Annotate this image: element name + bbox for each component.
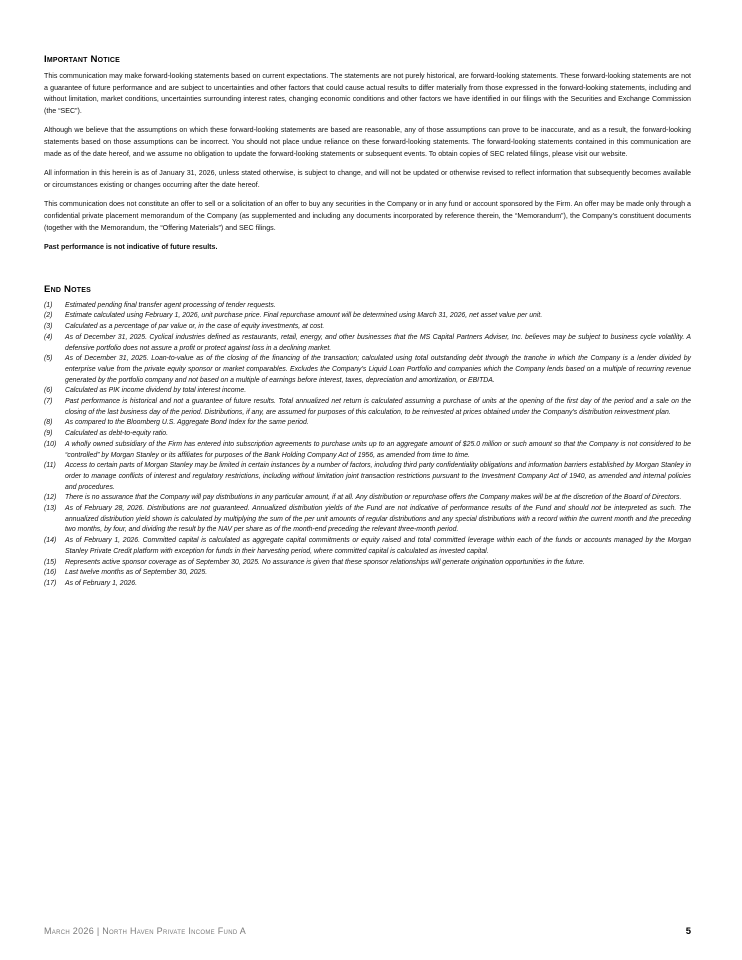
endnote-number: (17)	[44, 580, 57, 587]
endnote-text: Last twelve months as of September 30, 2025.	[65, 569, 208, 577]
endnote-item	[44, 493, 691, 504]
endnote-item	[44, 354, 691, 386]
endnote-text: There is no assurance that the Company will pay distributions in any particular amount, if at all. Any distribution or repurchase offers the Company makes will be at the discretion of the Board of Directors.	[65, 494, 682, 502]
performance-disclaimer: Past performance is not indicative of future results.	[44, 243, 218, 252]
endnote-item	[44, 504, 691, 536]
endnote-item	[44, 461, 691, 493]
endnote-number: (2)	[44, 312, 53, 320]
endnote-item	[44, 579, 691, 590]
page-footer	[44, 926, 691, 937]
endnote-item	[44, 440, 691, 461]
endnote-text: As of December 31, 2025. Cyclical industries defined as restaurants, retail, energy, and other businesses that the MS Capital Partners Adviser, Inc. believes may be subject to business cycle volatility. A defensive portfolio does not assure a profit or protect against loss in a declining market.	[65, 333, 691, 352]
endnote-number: (11)	[44, 462, 56, 470]
footer-label: March 2026 | North Haven Private Income Fund A	[44, 926, 247, 936]
endnote-item	[44, 397, 691, 418]
endnote-number: (8)	[44, 419, 53, 427]
endnotes-heading: End Notes	[44, 283, 91, 295]
endnote-text: As of February 28, 2026. Distributions are not guaranteed. Annualized distribution yields of the Fund are not indicative of performance results of the Fund and should not be interpreted as such. The annualized distribution yield shown is calculated by multiplying the sum of the per unit amounts of regular distributions and any special distributions with a record within the current month and the preceding two months, by four, and dividing the result by the NAV per share as of the month-end preceding the relevant three-month period.	[65, 505, 691, 534]
endnote-item	[44, 301, 691, 312]
endnote-item	[44, 311, 691, 322]
endnote-item	[44, 386, 691, 397]
endnote-text: Calculated as a percentage of par value or, in the case of equity investments, at cost.	[65, 323, 325, 331]
endnote-text: Calculated as PIK income dividend by total interest income.	[65, 387, 247, 395]
endnote-text: As of December 31, 2025. Loan-to-value as of the closing of the financing of the transaction; calculated using total outstanding debt through the tranche in which the Company is a lender divided by enterprise value from the private equity sponsor or market comparables. Excludes the Company’s Liquid Loan Portfolio and companies which the Company lends based on a multiple of recurring revenue generated by the portfolio company and not based on a multiple of earnings before interest, taxes, depreciation and amortization, or EBITDA.	[65, 355, 691, 384]
endnote-text: As compared to the Bloomberg U.S. Aggregate Bond Index for the same period.	[65, 419, 309, 427]
endnote-text: Represents active sponsor coverage as of September 30, 2025. No assurance is given that these sponsor relationships will generate origination opportunities in the future.	[65, 558, 585, 566]
endnote-number: (1)	[44, 301, 53, 309]
endnote-text: Calculated as debt-to-equity ratio.	[65, 430, 169, 438]
endnote-number: (13)	[44, 505, 57, 513]
page-number: 5	[685, 926, 691, 937]
notice-paragraph: This communication does not constitute an offer to sell or a solicitation of an offer to buy any securities in the Company or in any fund or account sponsored by the Firm. An offer may be made only through a confidential private placement memorandum of the Company (as supplemented and including any documents incorporated by reference therein, the “Memorandum”), the Company’s constituent documents (together with the Memorandum, the “Offering Materials”) and SEC filings.	[44, 200, 691, 232]
endnote-number: (4)	[44, 333, 53, 341]
endnote-item	[44, 429, 691, 440]
endnote-number: (15)	[44, 558, 57, 566]
notice-paragraph: Although we believe that the assumptions on which these forward-looking statements are based are reasonable, any of those assumptions can prove to be inaccurate, and as a result, the forward-looking statements based on those assumptions can be incorrect. You should not place undue reliance on these forward-looking statements. The forward-looking statements contained in this communication are made as of the date hereof, and we assume no obligation to update the forward-looking statements or subsequent events. To obtain copies of SEC related filings, please visit our website.	[44, 126, 691, 158]
endnote-number: (7)	[44, 398, 53, 406]
endnote-number: (16)	[44, 569, 57, 577]
endnote-number: (10)	[44, 440, 57, 448]
endnote-number: (6)	[44, 387, 53, 395]
endnote-item	[44, 558, 691, 569]
endnote-number: (3)	[44, 323, 53, 331]
endnote-number: (12)	[44, 494, 57, 502]
endnote-item	[44, 536, 691, 557]
endnote-item	[44, 322, 691, 333]
endnote-text: Estimated pending final transfer agent processing of tender requests.	[65, 301, 276, 309]
endnote-number: (5)	[44, 355, 53, 363]
endnote-text: As of February 1, 2026.	[65, 580, 138, 587]
notice-paragraph: All information in this herein is as of January 31, 2026, unless stated otherwise, is subject to change, and will not be updated or otherwise revised to reflect information that subsequently becomes available or circumstances existing or changes occurring after the date hereof.	[44, 169, 691, 189]
endnote-number: (14)	[44, 537, 57, 545]
endnote-text: A wholly owned subsidiary of the Firm has entered into subscription agreements to purchase units up to an aggregate amount of $25.0 million or such amount so that the Company is not considered to be “controlled” by Morgan Stanley or its affiliates for purposes of the Bank Holding Company Act of 1956, as amended from time to time.	[65, 440, 691, 459]
endnote-text: Estimate calculated using February 1, 2026, unit purchase price. Final repurchase amount will be determined using March 31, 2026, net asset value per unit.	[65, 312, 543, 320]
notice-paragraph: This communication may make forward-looking statements based on current expectations. The statements are not purely historical, are forward-looking statements. These forward-looking statements are not a guarantee of future performance and are subject to uncertainties and other factors that could cause actual results to differ materially from those expressed in the forward-looking statements, including and without limitation, market conditions, uncertainties surrounding interest rates, changing economic conditions and other factors we have identified in our filings with the Securities and Exchange Commission (the “SEC”).	[44, 72, 691, 115]
endnote-text: Past performance is historical and not a guarantee of future results. Total annualized net return is calculated assuming a purchase of units at the opening of the first day of the period and a sale on the closing of the last business day of the period. Distributions, if any, are assumed for purposes of this calculation, to be reinvested at prices obtained under the Company’s distribution reinvestment plan.	[65, 398, 691, 416]
endnote-item	[44, 418, 691, 429]
endnote-number: (9)	[44, 430, 53, 438]
endnote-text: Access to certain parts of Morgan Stanley may be limited in certain instances by a number of factors, including third party confidentiality obligations and information barriers established by Morgan Stanley in order to manage conflicts of interest and regulatory restrictions, including without limitation joint transaction restrictions pursuant to the Investment Company Act of 1940, as amended and internal policies and procedures.	[65, 462, 691, 491]
endnote-text: As of February 1, 2026. Committed capital is calculated as aggregate capital commitments or equity raised and total committed leverage within each of the funds or accounts managed by the Morgan Stanley Private Credit platform with exception for funds in their harvesting period, where committed capital is calculated as invested capital.	[65, 537, 691, 555]
endnotes-list	[44, 301, 691, 590]
notice-heading: Important Notice	[44, 54, 120, 65]
endnote-item	[44, 568, 691, 579]
endnote-item	[44, 333, 691, 354]
